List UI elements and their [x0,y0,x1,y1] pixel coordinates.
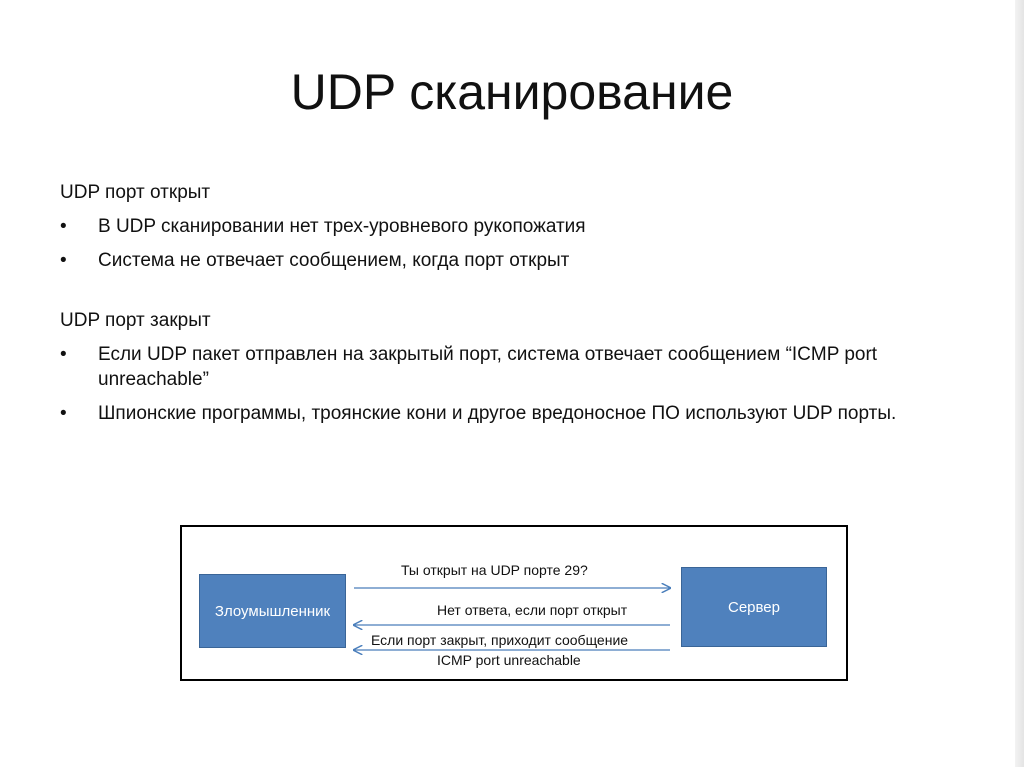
bullet-text: В UDP сканировании нет трех-уровневого рукопожатия [98,216,586,237]
section-heading-closed: UDP порт закрыт [60,310,211,331]
bullet-item [60,401,960,426]
bullet-dot: • [60,216,67,237]
udp-scan-diagram [180,525,848,681]
bullet-text: Шпионские программы, троянские кони и другое вредоносное ПО используют UDP порты. [98,403,897,424]
server-box [681,567,827,647]
open-response-label: Нет ответа, если порт открыт [437,602,628,618]
section-gap [60,282,960,308]
section-heading-open: UDP порт открыт [60,182,211,203]
closed-response-label-line2: ICMP port unreachable [437,652,581,668]
bullet-dot: • [60,250,67,271]
bullet-text: Система не отвечает сообщением, когда порт открыт [98,250,570,271]
bullet-dot: • [60,344,67,365]
attacker-box [199,574,346,648]
bullet-item [60,214,960,239]
bullet-item [60,248,960,273]
server-label: Сервер [727,598,780,616]
attacker-label: Злоумышленник [214,602,331,620]
slide-body [60,180,960,435]
slide-title: UDP сканирование [290,64,734,120]
bullet-text: Если UDP пакет отправлен на закрытый порт, система отвечает сообщением “ICMP port unreachable” [98,344,878,390]
request-label: Ты открыт на UDP порте 29? [401,562,588,578]
bullet-dot: • [60,403,67,424]
bullet-item [60,342,960,392]
closed-response-label-line1: Если порт закрыт, приходит сообщение [371,632,629,648]
